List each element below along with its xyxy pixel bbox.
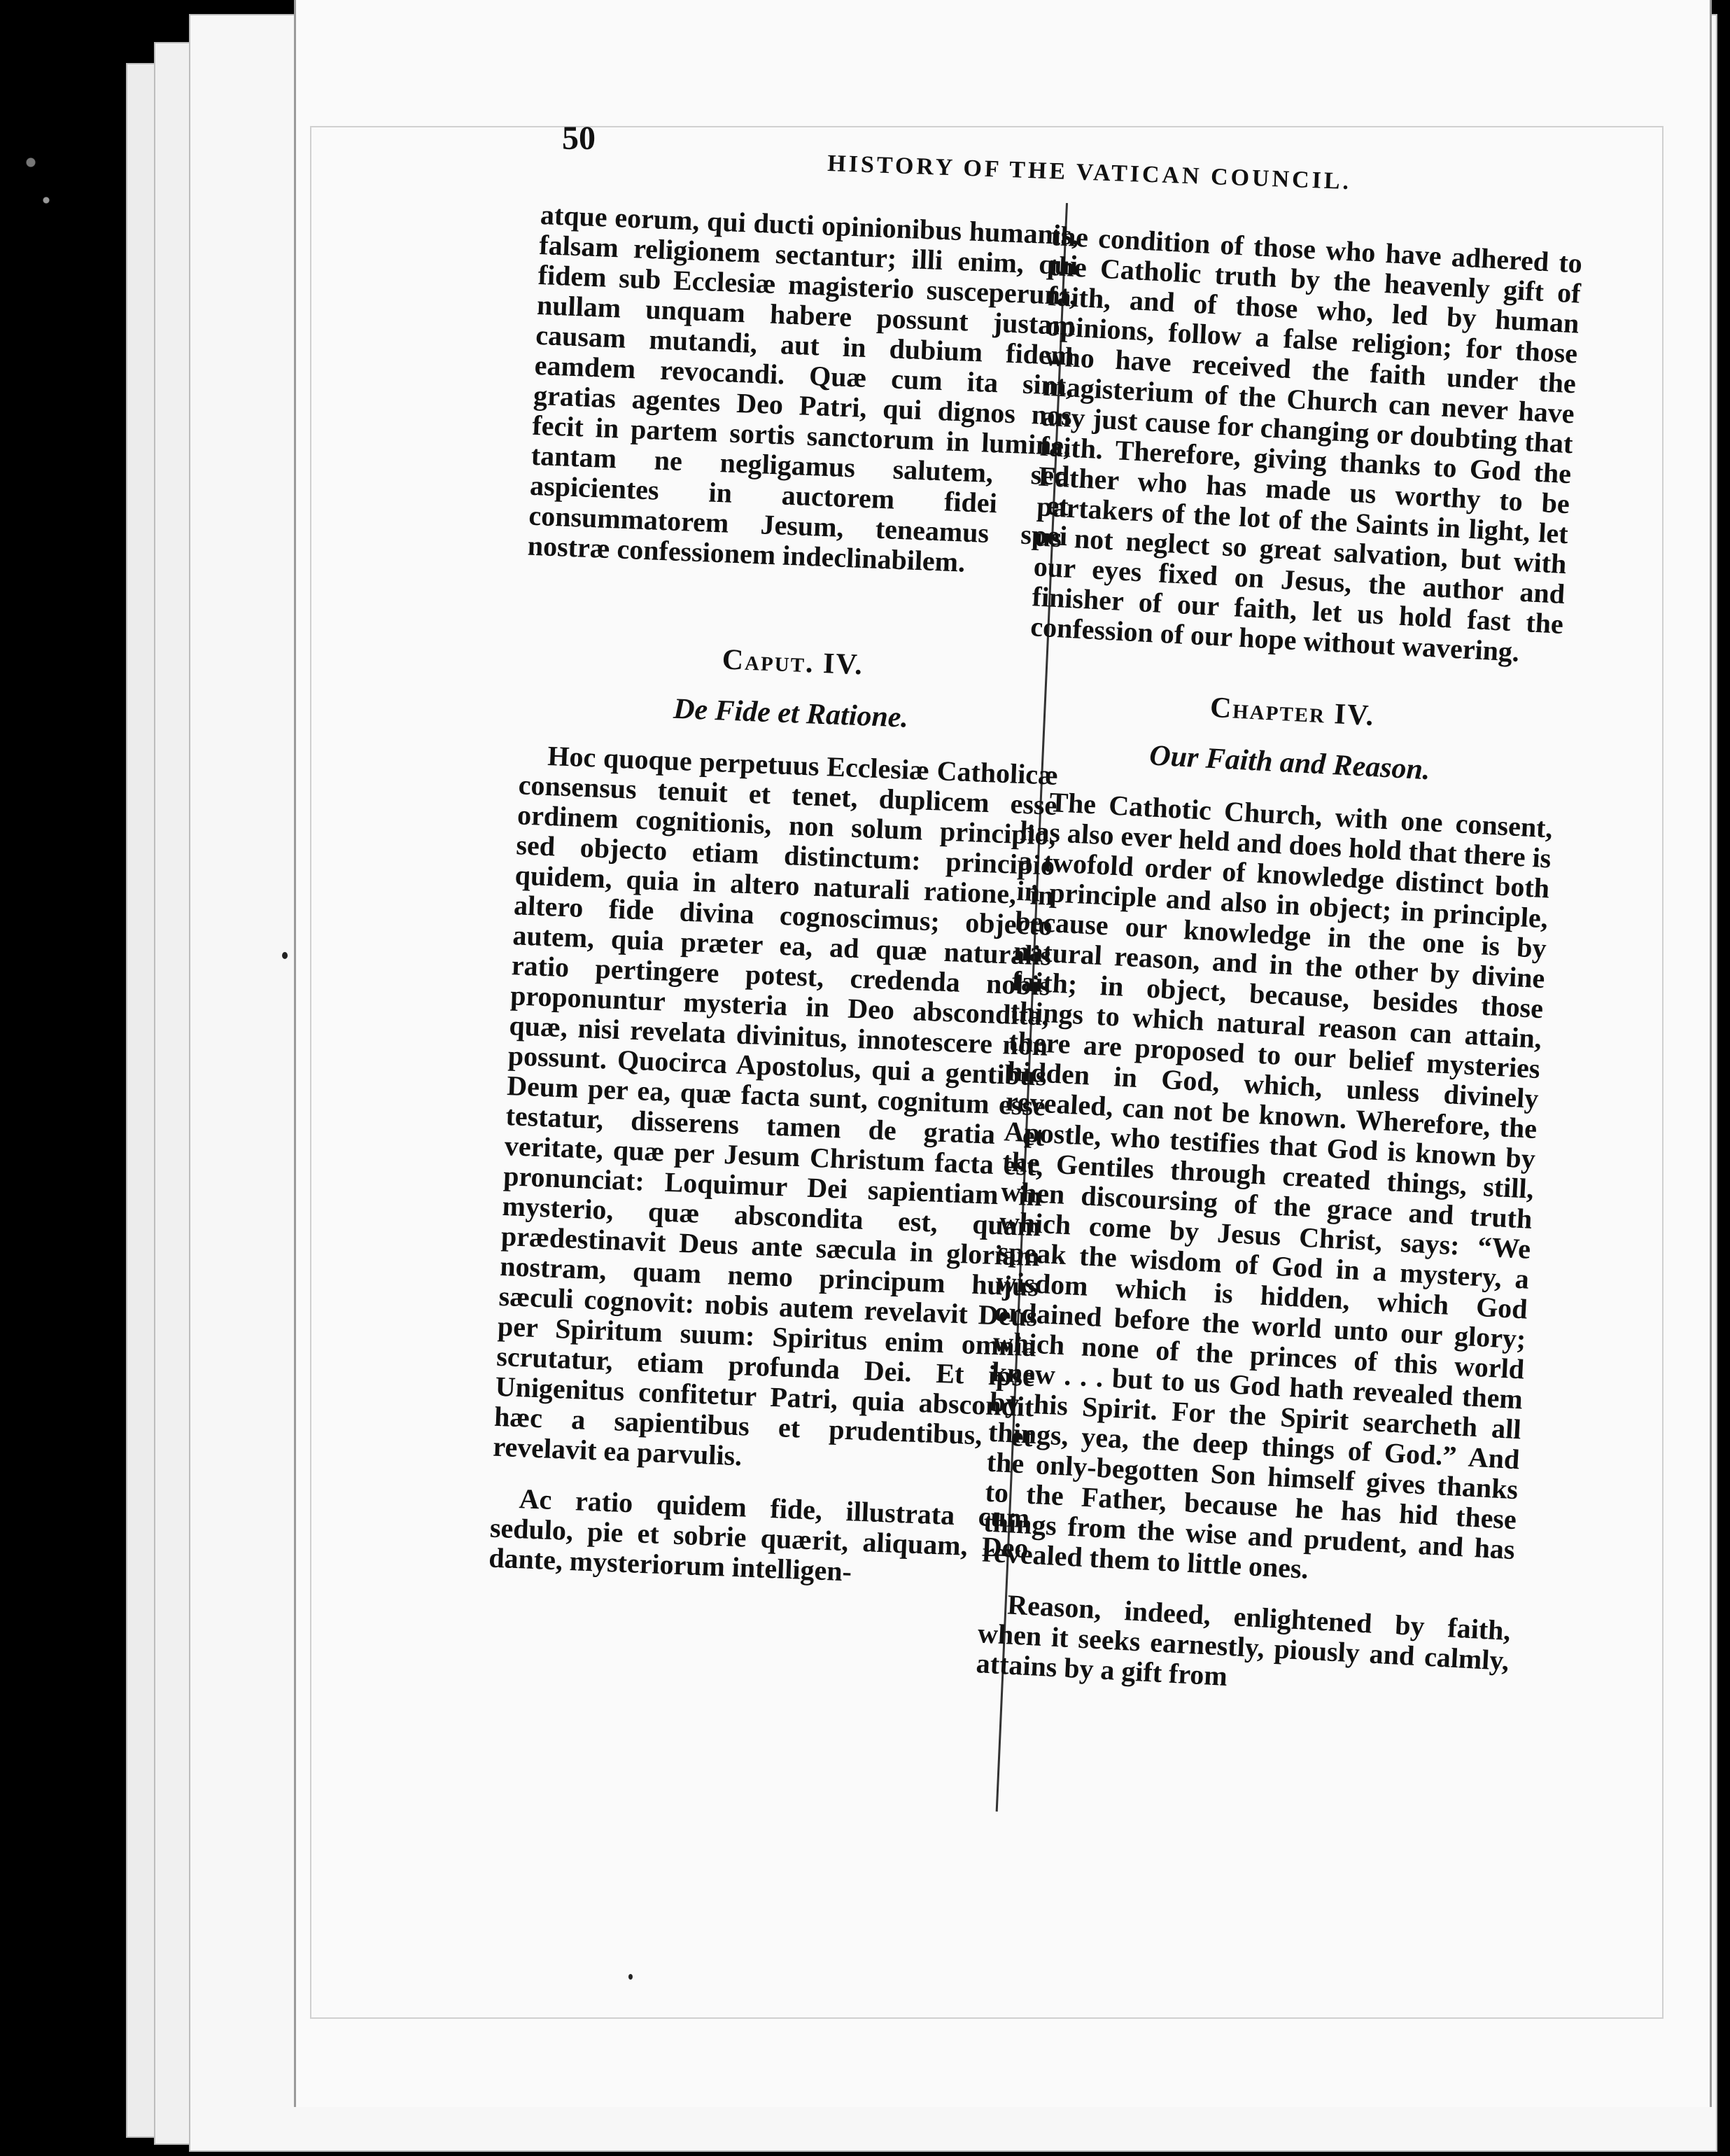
- english-paragraph: The Cathotic Church, with one consent, has also ever held and does hold that there is a twofold order of knowledge distinct both in principle and also in object; in principle, because our knowledge in the one is by natural reason, and in the other by divine faith; in object, because, besides those things to which natural reason can attain, there are proposed to our belief mysteries hidden in God, which, unless divinely revealed, can not be known. Wherefore, the Apostle, who testifies that God is known by the Gentiles through created things, still, when discoursing of the grace and truth which come by Jesus Christ, says: “We speak the wisdom of God in a mystery, a wisdom which is hidden, which God ordained before the world unto our glory; which none of the princes of this world knew . . . but to us God hath revealed them by his Spirit. For the Spirit searcheth all things, yea, the deep things of God.” And the only-begotten Son himself gives thanks to the Father, because he has hid these things from the wise and prudent, and has revealed them to little ones.: [981, 785, 1554, 1585]
- english-chapter-heading: [1026, 683, 1559, 741]
- latin-paragraph: Ac ratio quidem fide, illustrata cum sedulo, pie et sobrie quærit, aliquam, Deo dante, mysteriorum intelligen-: [488, 1483, 1031, 1588]
- book-page: [294, 0, 1712, 2107]
- english-chapter-title: Our Faith and Reason.: [1148, 739, 1431, 787]
- running-head: HISTORY OF THE VATICAN COUNCIL.: [827, 150, 1352, 195]
- page-number: 50: [562, 120, 596, 157]
- ink-speck: [628, 1974, 633, 1980]
- latin-opening-paragraph: atque eorum, qui ducti opinionibus humanis, falsam religionem sectantur; illi enim, qui fidem sub Ecclesiæ magisterio susceperunt, nullam unquam habere possunt justam causam mutandi, aut in dubium fidem eamdem revocandi. Quæ cum ita sint, gratias agentes Deo Patri, qui dignos nos fecit in partem sortis sanctorum in lumine, tantam ne negligamus salutem, sed aspicientes in auctorem fidei et consummatorem Jesum, teneamus spei nostræ confessionem indeclinabilem.: [527, 199, 1080, 578]
- english-paragraph: Reason, indeed, enlightened by faith, when it seeks earnestly, piously and calmly, attains by a gift from: [975, 1588, 1512, 1692]
- latin-chapter-title: De Fide et Ratione.: [673, 692, 909, 734]
- latin-paragraph: Hoc quoque perpetuus Ecclesiæ Catholicæ consensus tenuit et tenet, duplicem esse ordinem cognitionis, non solum principio, sed objecto etiam distinctum: principio quidem, quia in altero naturali ratione, in altero fide divina cognoscimus; objecto autem, quia præter ea, ad quæ naturalis ratio pertingere potest, credenda nobis proponuntur mysteria in Deo abscondita, quæ, nisi revelata divinitus, innotescere non possunt. Quocirca Apostolus, qui a gentibus Deum per ea, quæ facta sunt, cognitum esse testatur, disserens tamen de gratia et veritate, quæ per Jesum Christum facta est, pronunciat: Loquimur Dei sapientiam in mysterio, quæ abscondita est, quam prædestinavit Deus ante sæcula in gloriam nostram, quam nemo principum hujus sæculi cognovit: nobis autem revelavit Deus per Spiritum suum: Spiritus enim omnia scrutatur, etiam profunda Dei. Et ipse Unigenitus confitetur Patri, quia abscondit hæc a sapientibus et prudentibus, et revelavit ea parvulis.: [492, 739, 1059, 1472]
- latin-chapter-heading-text: Caput. IV.: [722, 643, 864, 682]
- english-opening-paragraph: the condition of those who have adhered to the Catholic truth by the heavenly gift of faith, and of those who, led by human opinions, follow a false religion; for those who have received the faith under the magisterium of the Church can never have any just cause for changing or doubting that faith. Therefore, giving thanks to God the Father who has made us worthy to be partakers of the lot of the Saints in light, let us not neglect so great salvation, but with our eyes fixed on Jesus, the author and finisher of our faith, let us hold fast the confession of our hope without wavering.: [1029, 220, 1584, 668]
- english-chapter-heading-text: Chapter IV.: [1209, 691, 1376, 733]
- english-column: [976, 220, 1583, 1706]
- scan-edge-noise: [0, 112, 77, 238]
- ink-speck: [282, 952, 288, 959]
- latin-chapter-heading: [523, 638, 1062, 689]
